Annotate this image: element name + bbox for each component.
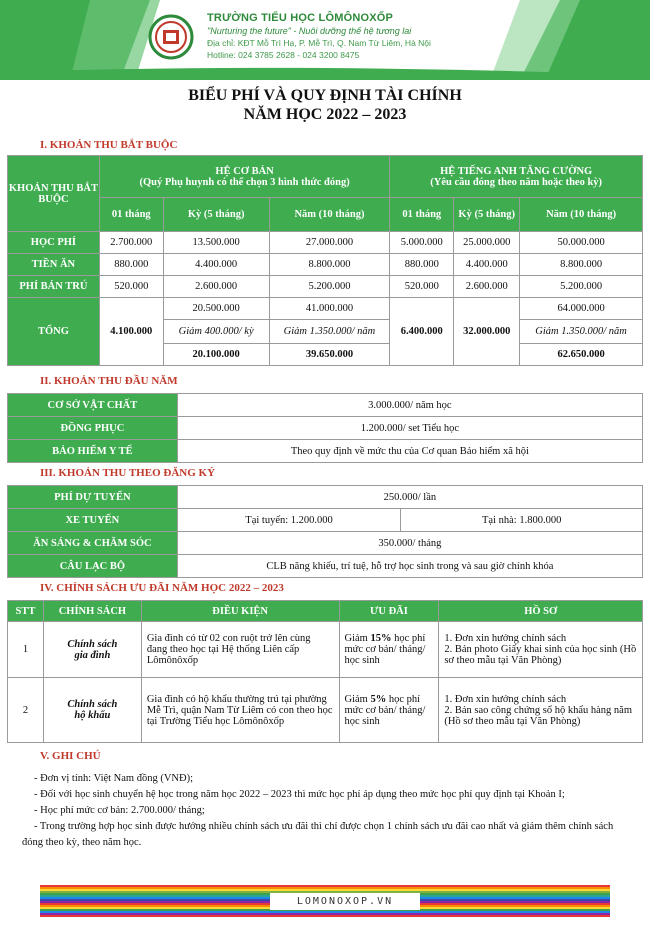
section-3-heading: III. KHOẢN THU THEO ĐĂNG KÝ	[40, 467, 216, 479]
table-row	[8, 622, 643, 678]
document-item: 1. Đơn xin hưởng chính sách	[444, 693, 567, 705]
fee-cell: 880.000	[390, 254, 454, 276]
bus-home-value: Tại nhà: 1.800.000	[401, 509, 643, 532]
policy-cell	[43, 622, 141, 678]
row-value: 1.200.000/ set Tiểu học	[177, 417, 642, 440]
notes-list	[22, 771, 622, 851]
fee-cell: 2.600.000	[163, 276, 269, 298]
offer-cell	[339, 678, 439, 743]
note-item: - Đơn vị tính: Việt Nam đồng (VNĐ);	[34, 773, 194, 784]
row-value: Theo quy định về mức thu của Cơ quan Bảo hiểm xã hội	[177, 440, 642, 463]
english-subtitle: (Yêu cầu đóng theo năm hoặc theo kỳ)	[430, 176, 603, 188]
fee-cell: 13.500.000	[163, 232, 269, 254]
page-header	[0, 0, 650, 80]
note-item: - Học phí mức cơ bản: 2.700.000/ tháng;	[34, 805, 205, 816]
document-item: 1. Đơn xin hưởng chính sách	[444, 633, 567, 644]
col-condition: ĐIỀU KIỆN	[141, 601, 339, 622]
fee-cell: 880.000	[99, 254, 163, 276]
footer-brand: LOMONOXOP.VN	[270, 893, 420, 910]
incentive-policy-table	[7, 600, 643, 743]
row-label: BẢO HIỂM Y TẾ	[8, 440, 178, 463]
period-term: Kỳ (5 tháng)	[454, 198, 520, 232]
row-label: PHÍ BÁN TRÚ	[8, 276, 100, 298]
english-title: HỆ TIẾNG ANH TĂNG CƯỜNG	[440, 165, 593, 177]
bus-route-value: Tại tuyến: 1.200.000	[177, 509, 401, 532]
school-hotline: Hotline: 024 3785 2628 - 024 3200 8475	[207, 50, 360, 60]
period-year: Năm (10 tháng)	[269, 198, 390, 232]
col-stt: STT	[8, 601, 44, 622]
row-value: 350.000/ tháng	[177, 532, 642, 555]
fee-cell: 2.700.000	[99, 232, 163, 254]
row-label: XE TUYẾN	[8, 509, 178, 532]
row-label: CÂU LẠC BỘ	[8, 555, 178, 578]
col-policy: CHÍNH SÁCH	[43, 601, 141, 622]
offer-text: học phí mức cơ bản/ tháng/ học sinh	[344, 633, 426, 666]
eng-year-discount: Giảm 1.350.000/ năm	[520, 320, 643, 344]
basic-title: HỆ CƠ BẢN	[215, 165, 274, 177]
documents-cell	[439, 678, 643, 743]
document-item: 2. Bản photo Giấy khai sinh của học sinh (Hồ sơ theo mẫu tại Văn Phòng)	[444, 644, 637, 666]
fee-cell: 5.200.000	[269, 276, 390, 298]
offer-text: Giảm	[344, 633, 371, 644]
offer-percent: 5%	[370, 693, 387, 705]
section-2-heading: II. KHOẢN THU ĐẦU NĂM	[40, 375, 178, 387]
fee-cell: 8.800.000	[520, 254, 643, 276]
total-eng-year-gross: 64.000.000	[520, 298, 643, 320]
offer-text: Giảm	[344, 693, 371, 705]
total-label: TỔNG	[8, 298, 100, 366]
col-documents: HỒ SƠ	[439, 601, 643, 622]
policy-cell	[43, 678, 141, 743]
basic-subtitle: (Quý Phụ huynh có thể chọn 3 hình thức đóng)	[139, 176, 350, 188]
total-eng-month: 6.400.000	[390, 298, 454, 366]
total-basic-month: 4.100.000	[99, 298, 163, 366]
basic-year-discount: Giảm 1.350.000/ năm	[269, 320, 390, 344]
fee-cell: 4.400.000	[454, 254, 520, 276]
condition-cell: Gia đình có hộ khẩu thường trú tại phường Mễ Trì, quận Nam Từ Liêm có con theo học tại Trường Tiểu học Lômônôxốp	[141, 678, 339, 743]
total-basic-term-gross: 20.500.000	[163, 298, 269, 320]
col-offer: ƯU ĐÃI	[339, 601, 439, 622]
footer-rainbow	[40, 885, 610, 919]
period-month: 01 tháng	[99, 198, 163, 232]
fee-cell: 5.200.000	[520, 276, 643, 298]
period-month: 01 tháng	[390, 198, 454, 232]
row-label: ĐỒNG PHỤC	[8, 417, 178, 440]
basic-term-net: 20.100.000	[163, 344, 269, 366]
note-item: - Đối với học sinh chuyển hệ học trong năm học 2022 – 2023 thì mức học phí áp dụng theo mức học phí quy định tại Khoản I;	[34, 789, 565, 800]
eng-year-net: 62.650.000	[520, 344, 643, 366]
fee-cell: 27.000.000	[269, 232, 390, 254]
row-label: HỌC PHÍ	[8, 232, 100, 254]
fee-cell: 520.000	[390, 276, 454, 298]
policy-line: Chính sách	[67, 638, 118, 650]
period-term: Kỳ (5 tháng)	[163, 198, 269, 232]
row-label: TIỀN ĂN	[8, 254, 100, 276]
row-label: PHÍ DỰ TUYỂN	[8, 486, 178, 509]
section-4-heading: IV. CHÍNH SÁCH ƯU ĐÃI NĂM HỌC 2022 – 2023	[40, 582, 284, 594]
row-value: 250.000/ lần	[177, 486, 642, 509]
section-1-heading: I. KHOẢN THU BẮT BUỘC	[40, 139, 178, 151]
total-eng-term: 32.000.000	[454, 298, 520, 366]
fee-cell: 4.400.000	[163, 254, 269, 276]
offer-percent: 15%	[370, 633, 392, 644]
policy-line: Chính sách	[67, 699, 118, 710]
page-subtitle: NĂM HỌC 2022 – 2023	[243, 106, 407, 123]
school-address: Địa chỉ: KĐT Mỗ Trì Hạ, P. Mễ Trì, Q. Nam Từ Liêm, Hà Nội	[207, 38, 431, 48]
section-5-heading: V. GHI CHÚ	[40, 750, 101, 762]
policy-line: gia đình	[74, 649, 111, 661]
note-item: - Trong trường hợp học sinh được hưởng nhiều chính sách ưu đãi thì chỉ được chọn 1 chính sách ưu đãi cao nhất và giảm thêm chính sách đóng theo kỳ, theo năm học.	[22, 821, 614, 848]
row-label: ĂN SÁNG & CHĂM SÓC	[8, 532, 178, 555]
stt-cell: 2	[8, 678, 44, 743]
documents-cell	[439, 622, 643, 678]
annual-fees-table	[7, 393, 643, 463]
english-program-header	[390, 156, 643, 198]
fee-cell: 50.000.000	[520, 232, 643, 254]
fee-cell: 2.600.000	[454, 276, 520, 298]
row-label: CƠ SỞ VẬT CHẤT	[8, 394, 178, 417]
page-title: BIỂU PHÍ VÀ QUY ĐỊNH TÀI CHÍNH	[188, 87, 462, 104]
basic-year-net: 39.650.000	[269, 344, 390, 366]
document-item: 2. Bản sao công chứng sổ hộ khẩu hàng năm (Hồ sơ theo mẫu tại Văn Phòng)	[444, 704, 633, 727]
fee-cell: 5.000.000	[390, 232, 454, 254]
school-logo	[148, 14, 194, 60]
condition-cell: Gia đình có từ 02 con ruột trở lên cùng đang theo học tại Hệ thống Liên cấp Lômônôxốp	[141, 622, 339, 678]
col-khoan-thu: KHOẢN THU BẮT BUỘC	[8, 156, 100, 232]
basic-program-header	[99, 156, 390, 198]
school-slogan: "Nurturing the future" - Nuôi dưỡng thế hệ tương lai	[207, 26, 412, 36]
stt-cell: 1	[8, 622, 44, 678]
period-year: Năm (10 tháng)	[520, 198, 643, 232]
row-value: 3.000.000/ năm học	[177, 394, 642, 417]
school-name: TRƯỜNG TIỂU HỌC LÔMÔNOXỐP	[207, 12, 394, 24]
fee-cell: 8.800.000	[269, 254, 390, 276]
mandatory-fees-table	[7, 155, 643, 366]
basic-term-discount: Giảm 400.000/ kỳ	[163, 320, 269, 344]
fee-cell: 520.000	[99, 276, 163, 298]
table-row	[8, 678, 643, 743]
offer-cell	[339, 622, 439, 678]
registration-fees-table	[7, 485, 643, 578]
row-value: CLB năng khiếu, trí tuệ, hỗ trợ học sinh trong và sau giờ chính khóa	[177, 555, 642, 578]
total-basic-year-gross: 41.000.000	[269, 298, 390, 320]
policy-line: hộ khẩu	[74, 710, 111, 721]
offer-text: học phí mức cơ bản/ tháng/ học sinh	[344, 693, 426, 727]
fee-cell: 25.000.000	[454, 232, 520, 254]
